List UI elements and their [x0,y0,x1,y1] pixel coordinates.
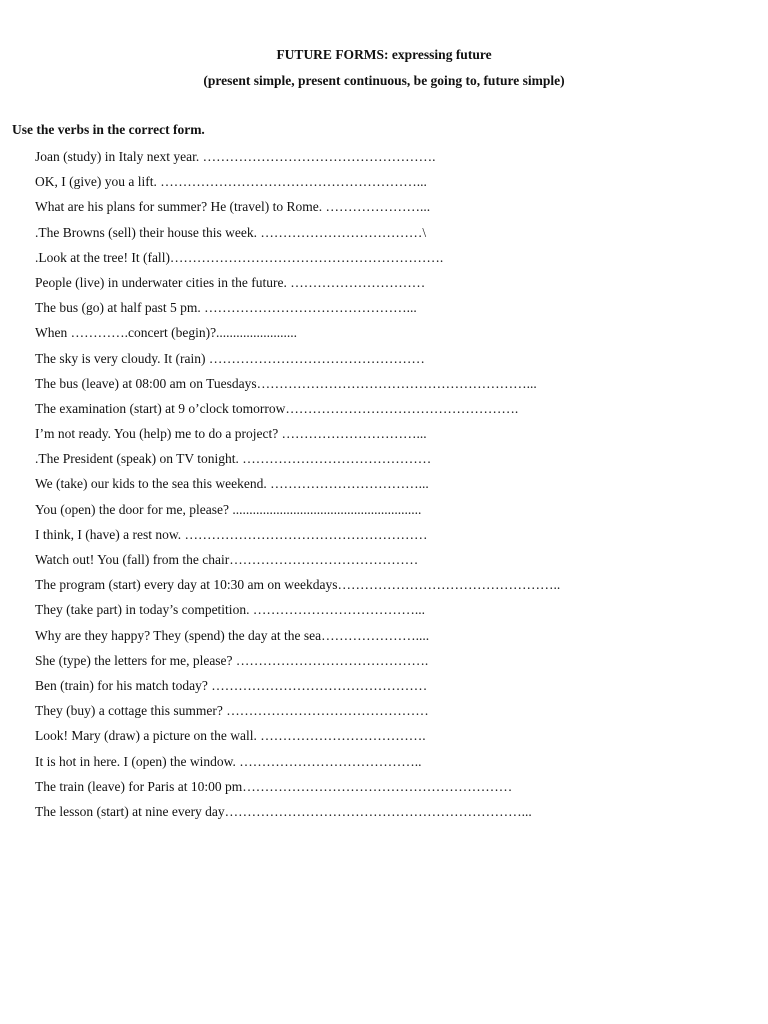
exercise-item: They (take part) in today’s competition. ………………………………... [35,602,425,618]
exercise-item: The train (leave) for Paris at 10:00 pm…………………………………………………… [35,778,513,794]
exercise-instruction: Use the verbs in the correct form. [12,122,205,137]
exercise-item: She (type) the letters for me, please? ……………………………………. [35,652,429,668]
exercise-item: The bus (leave) at 08:00 am on Tuesdays……………………………………………………... [35,375,537,391]
exercise-item: You (open) the door for me, please? ........................................................ [35,501,422,517]
exercise-item: Ben (train) for his match today? ………………………………………… [35,677,428,693]
exercise-item: They (buy) a cottage this summer? ……………………………………… [35,703,429,719]
page-title: FUTURE FORMS: expressing future [276,47,492,62]
exercise-item: The sky is very cloudy. It (rain) ………………………………………… [35,350,425,366]
exercise-item: I think, I (have) a rest now. ……………………………………………… [35,526,428,542]
exercise-item: Why are they happy? They (spend) the day at the sea………………….... [35,627,430,643]
exercise-item: The lesson (start) at nine every day…………………………………………………………... [35,803,532,819]
exercise-item: I’m not ready. You (help) me to do a project? …………………………... [35,426,427,442]
exercise-item: It is hot in here. I (open) the window. ………………………………….. [35,753,422,769]
exercise-item: When ………….concert (begin)?........................ [35,325,298,341]
exercise-item: Look! Mary (draw) a picture on the wall. ………………………………. [35,728,426,744]
exercise-item: .The President (speak) on TV tonight. …………………………………… [35,451,432,467]
exercise-item: Watch out! You (fall) from the chair…………………………………… [35,552,419,567]
exercise-item: .Look at the tree! It (fall)……………………………………………………. [35,249,444,265]
exercise-list [35,146,560,826]
exercise-item: The examination (start) at 9 o’clock tomorrow……………………………………………. [35,400,519,416]
exercise-item: .The Browns (sell) their house this week. ………………………………\ [35,224,427,240]
exercise-item: Joan (study) in Italy next year. ……………………………………………. [35,149,436,164]
page-subtitle: (present simple, present continuous, be going to, future simple) [203,73,565,88]
exercise-item: What are his plans for summer? He (travel) to Rome. …………………... [35,199,431,215]
exercise-item: OK, I (give) you a lift. …………………………………………………... [35,174,427,190]
exercise-item: The program (start) every day at 10:30 am on weekdays………………………………………….. [35,577,561,593]
exercise-item: People (live) in underwater cities in the future. ………………………… [35,274,426,290]
exercise-item: The bus (go) at half past 5 pm. ………………………………………... [35,300,417,316]
exercise-item: We (take) our kids to the sea this weekend. ……………………………... [35,476,429,492]
